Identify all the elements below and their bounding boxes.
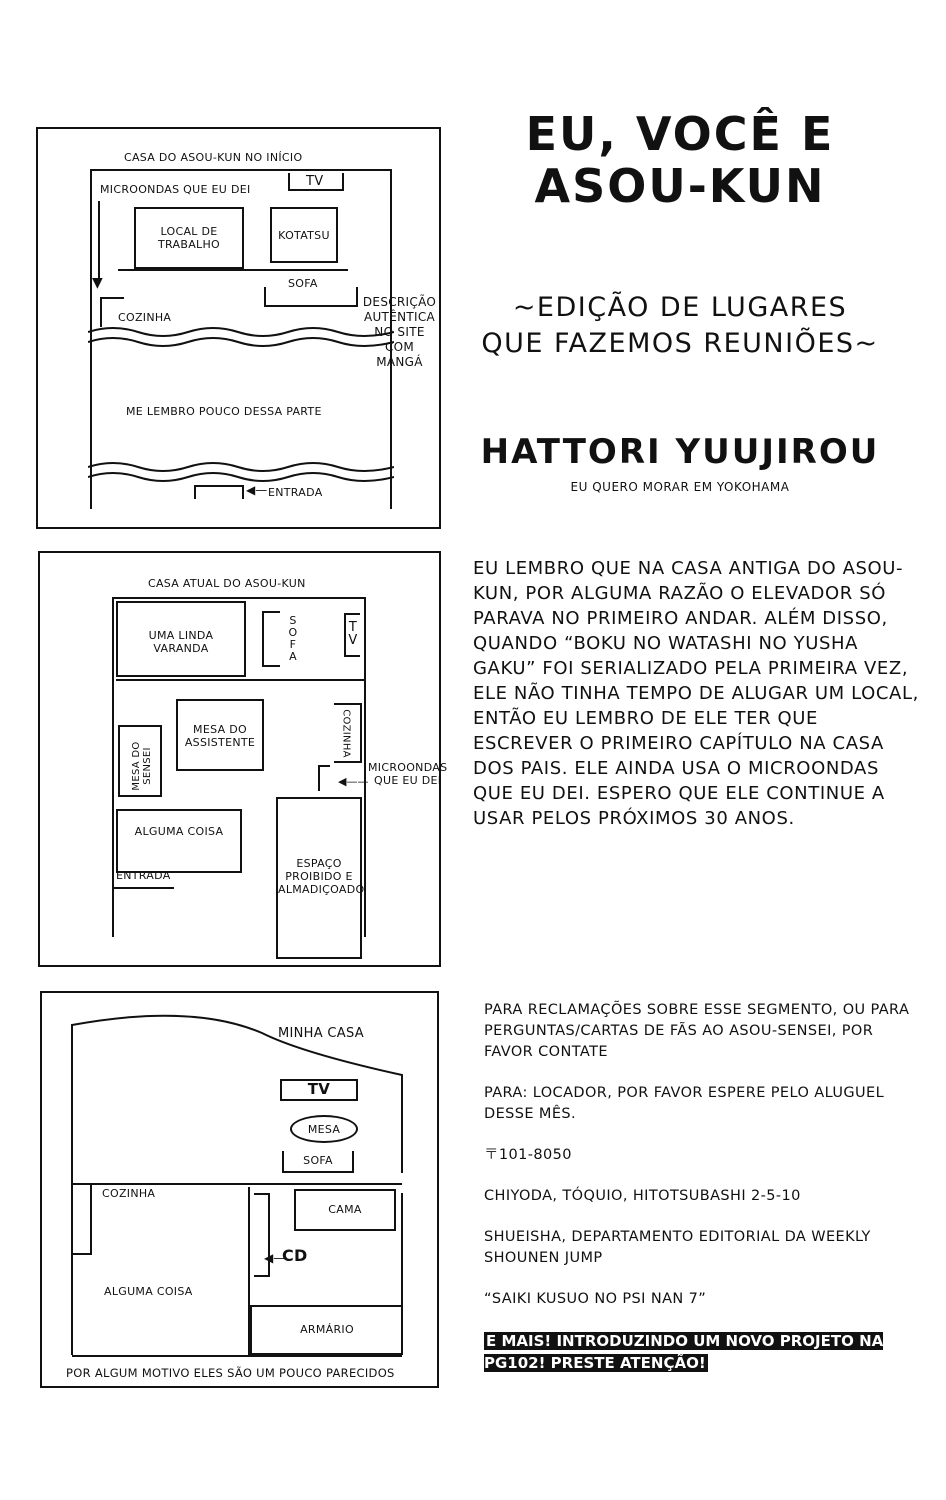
map3-caption: POR ALGUM MOTIVO ELES SÃO UM POUCO PARECIDOS — [66, 1366, 395, 1380]
map-panel-3 — [40, 991, 439, 1388]
title-line-1: EU, VOCÊ E — [525, 107, 835, 161]
map-panel-2 — [38, 551, 448, 967]
map2-title: CASA ATUAL DO ASOU-KUN — [148, 577, 306, 590]
map3-tv: TV — [280, 1079, 358, 1101]
map2-wall-line — [116, 679, 364, 681]
map3-cd-label: CD — [282, 1246, 308, 1265]
map1-wavy-break-top — [88, 324, 394, 348]
map2-something: ALGUMA COISA — [116, 809, 242, 873]
map3-bed: CAMA — [294, 1189, 396, 1231]
map3-wardrobe: ARMÁRIO — [250, 1305, 402, 1355]
map1-kotatsu: KOTATSU — [270, 207, 338, 263]
map3-floor-line — [72, 1355, 402, 1357]
map1-sofa-label: SOFA — [288, 277, 318, 290]
page-title — [520, 108, 840, 212]
map1-memory-label: ME LEMBRO POUCO DESSA PARTE — [126, 405, 322, 418]
map1-title: CASA DO ASOU-KUN NO INÍCIO — [124, 151, 303, 164]
contact-intro: PARA RECLAMAÇÕES SOBRE ESSE SEGMENTO, OU PARA PERGUNTAS/CARTAS DE FÃS AO ASOU-SENSEI, POR FAVOR CONTATE — [484, 1002, 910, 1060]
map-panel-1 — [36, 127, 441, 529]
map1-entrance — [194, 485, 244, 499]
contact-block — [484, 1000, 924, 1374]
map1-workspace: LOCAL DE TRABALHO — [134, 207, 244, 269]
contact-postal-code: 〒101-8050 — [484, 1147, 572, 1163]
contact-series: “SAIKI KUSUO NO PSI NAN 7” — [484, 1291, 707, 1307]
map1-tv: TV — [288, 173, 344, 191]
map3-wall-line — [72, 1183, 402, 1185]
contact-address: CHIYODA, TÓQUIO, HITOTSUBASHI 2-5-10 — [484, 1188, 801, 1204]
map2-forbidden: ESPAÇO PROIBIDO E ALMADIÇOADO — [276, 797, 362, 959]
map3-sofa: SOFA — [282, 1151, 354, 1173]
map2-microwave-arrow-icon: ◀—— — [338, 775, 369, 788]
subtitle — [470, 290, 890, 362]
map1-microwave-label: MICROONDAS QUE EU DEI — [100, 183, 251, 196]
map3-table: MESA — [290, 1115, 358, 1143]
map1-wavy-break-bottom — [88, 459, 394, 483]
map3-title: MINHA CASA — [278, 1026, 364, 1041]
map2-tv: TV — [344, 613, 360, 657]
map3-kitchen-label: COZINHA — [102, 1187, 156, 1200]
map2-sensei-desk: MESA DO SENSEI — [118, 725, 162, 797]
map2-microwave-label: MICROONDAS QUE EU DEI — [368, 761, 448, 787]
map2-microwave — [318, 765, 330, 791]
map1-entrance-arrow-icon: ◀— — [246, 483, 268, 497]
contact-landlord: PARA: LOCADOR, POR FAVOR ESPERE PELO ALUGUEL DESSE MÊS. — [484, 1085, 885, 1122]
subtitle-line-1: ~EDIÇÃO DE LUGARES — [512, 292, 848, 323]
map2-sofa-label: SOFA — [288, 614, 298, 663]
map1-sofa — [264, 287, 358, 307]
map2-balcony: UMA LINDA VARANDA — [116, 601, 246, 677]
map1-kitchen-label: COZINHA — [118, 311, 172, 324]
map1-side-note: DESCRIÇÃO AUTÊNTICA NO SITE COM MANGÁ — [362, 295, 437, 369]
map3-something-label: ALGUMA COISA — [104, 1285, 193, 1298]
story-text: EU LEMBRO QUE NA CASA ANTIGA DO ASOU-KUN, POR ALGUMA RAZÃO O ELEVADOR SÓ PARAVA NO PRIMEIRO ANDAR. ALÉM DISSO, QUANDO “BOKU NO WATASHI NO YUSHA GAKU” FOI SERIALIZADO PELA PRIMEIRA VEZ, ELE NÃO TINHA TEMPO DE ALUGAR UM LOCAL, ENTÃO EU LEMBRO DE ELE TER QUE ESCREVER O PRIMEIRO CAPÍTULO NA CASA DOS PAIS. ELE AINDA USA O MICROONDAS QUE EU DEI. ESPERO QUE ELE CONTINUE A USAR PELOS PRÓXIMOS 30 ANOS. — [473, 558, 919, 829]
map2-assistant-desk: MESA DO ASSISTENTE — [176, 699, 264, 771]
map3-cd-arrow-icon: ◀— — [264, 1251, 286, 1265]
map1-wall-line — [118, 269, 348, 271]
map3-kitchen-wall — [72, 1183, 92, 1255]
author-name: HATTORI YUUJIROU — [480, 432, 880, 472]
map2-entrance-line — [112, 887, 174, 889]
map2-sofa — [262, 611, 280, 667]
author-note: EU QUERO MORAR EM YOKOHAMA — [570, 480, 790, 494]
promo-banner: E MAIS! INTRODUZINDO UM NOVO PROJETO NA PG102! PRESTE ATENÇÃO! — [484, 1332, 884, 1372]
contact-publisher: SHUEISHA, DEPARTAMENTO EDITORIAL DA WEEKLY SHOUNEN JUMP — [484, 1229, 871, 1266]
map1-microwave-arrow — [98, 201, 100, 281]
subtitle-line-2: QUE FAZEMOS REUNIÕES~ — [481, 328, 879, 359]
map1-entrance-label: ENTRADA — [268, 486, 323, 499]
map1-arrow-head-icon: ▼ — [92, 275, 103, 291]
map2-entrance-label: ENTRADA — [116, 869, 171, 882]
map2-kitchen: COZINHA — [334, 703, 362, 763]
title-line-2: ASOU-KUN — [534, 159, 826, 213]
